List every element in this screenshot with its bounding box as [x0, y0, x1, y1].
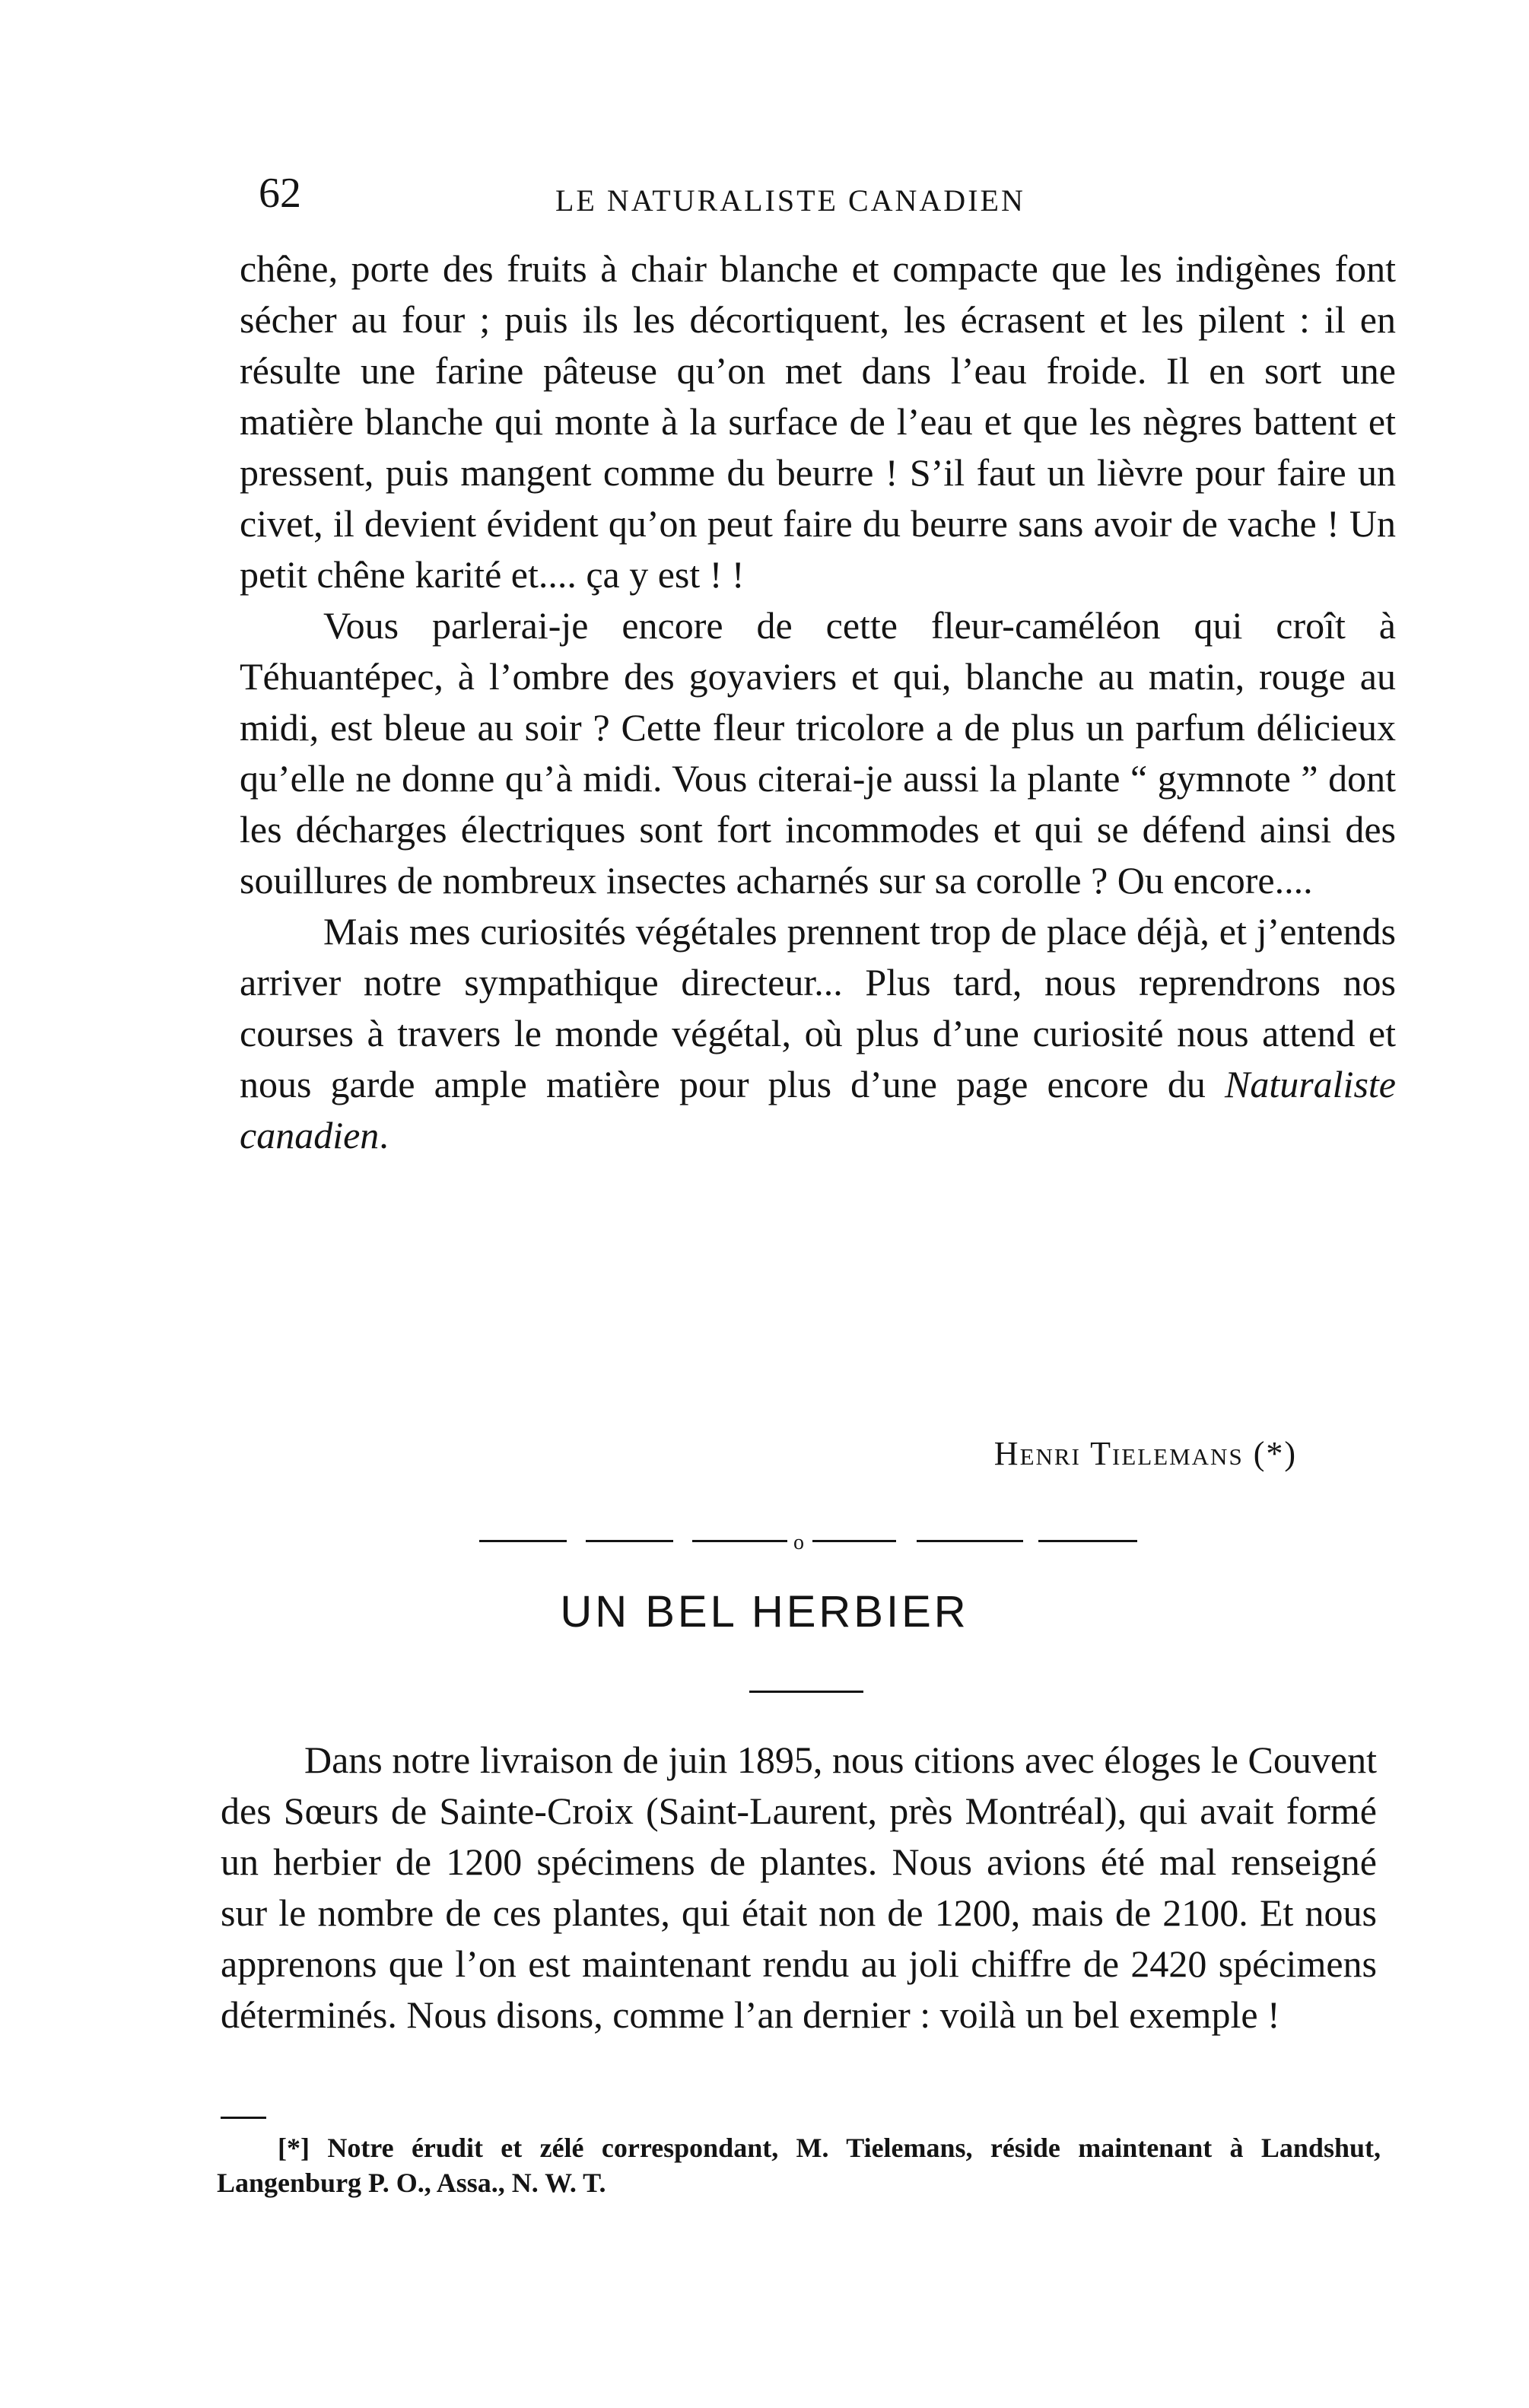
page-header	[251, 169, 1400, 230]
footnote	[217, 2130, 1381, 2200]
divider-segment	[1038, 1540, 1137, 1542]
page-number: 62	[259, 170, 301, 217]
divider-segment	[479, 1540, 567, 1542]
divider-segment	[812, 1540, 896, 1542]
divider-segment	[917, 1540, 1023, 1542]
divider-mark: o	[793, 1531, 804, 1554]
footnote-text: [*] Notre érudit et zélé correspondant, M. Tielemans, réside maintenant à Landshut, Langenburg P. O., Assa., N. W. T.	[217, 2133, 1381, 2198]
paragraph: Dans notre livraison de juin 1895, nous citions avec éloges le Couvent des Sœurs de Sainte-Croix (Saint-Laurent, près Montréal), qui avait formé un herbier de 1200 spécimens de plantes. Nous avions été mal renseigné sur le nombre de ces plantes, qui était non de 1200, mais de 2100. Et nous apprenons que l’on est maintenant rendu au joli chiffre de 2420 spécimens déterminés. Nous disons, comme l’an dernier : voilà un bel exemple !	[221, 1738, 1377, 2036]
paragraph: chêne, porte des fruits à chair blanche et compacte que les indigènes font sécher au four ; puis ils les décortiquent, les écrasent et les pilent : il en résulte une farine pâteuse qu’on met dans l’eau froide. Il en sort une matière blanche qui monte à la surface de l’eau et que les nègres battent et pressent, puis mangent comme du beurre ! S’il faut un lièvre pour faire un civet, il devient évident qu’on peut faire du beurre sans avoir de vache ! Un petit chêne karité et.... ça y est ! !	[240, 247, 1396, 596]
running-title: LE NATURALISTE CANADIEN	[555, 183, 1025, 218]
article-body	[221, 1735, 1377, 2041]
article-continuation	[240, 243, 1396, 1161]
divider-segment	[692, 1540, 787, 1542]
journal-title: Naturaliste canadien	[240, 1063, 1396, 1156]
divider-segment	[586, 1540, 673, 1542]
paragraph	[240, 906, 1396, 1161]
heading-rule	[749, 1691, 863, 1693]
section-divider	[479, 1529, 1141, 1552]
section-heading: UN BEL HERBIER	[560, 1587, 969, 1637]
paragraph: Vous parlerai-je encore de cette fleur-caméléon qui croît à Téhuantépec, à l’ombre des goyaviers et qui, blanche au matin, rouge au midi, est bleue au soir ? Cette fleur tricolore a de plus un parfum délicieux qu’elle ne donne qu’à midi. Vous citerai-je aussi la plante “ gymnote ” dont les décharges électriques sont fort incommodes et qui se défend ainsi des souillures de nombreux insectes acharnés sur sa corolle ? Ou encore....	[240, 604, 1396, 902]
paragraph-text: Mais mes curiosités végétales prennent trop de place déjà, et j’entends arriver notre sympathique directeur... Plus tard, nous reprendrons nos courses à travers le monde végétal, où plus d’une curiosité nous attend et nous garde ample matière pour plus d’une page encore du	[240, 910, 1396, 1105]
footnote-rule	[221, 2117, 266, 2119]
author-signature: Henri Tielemans (*)	[993, 1435, 1297, 1472]
closing-period: .	[379, 1114, 389, 1156]
